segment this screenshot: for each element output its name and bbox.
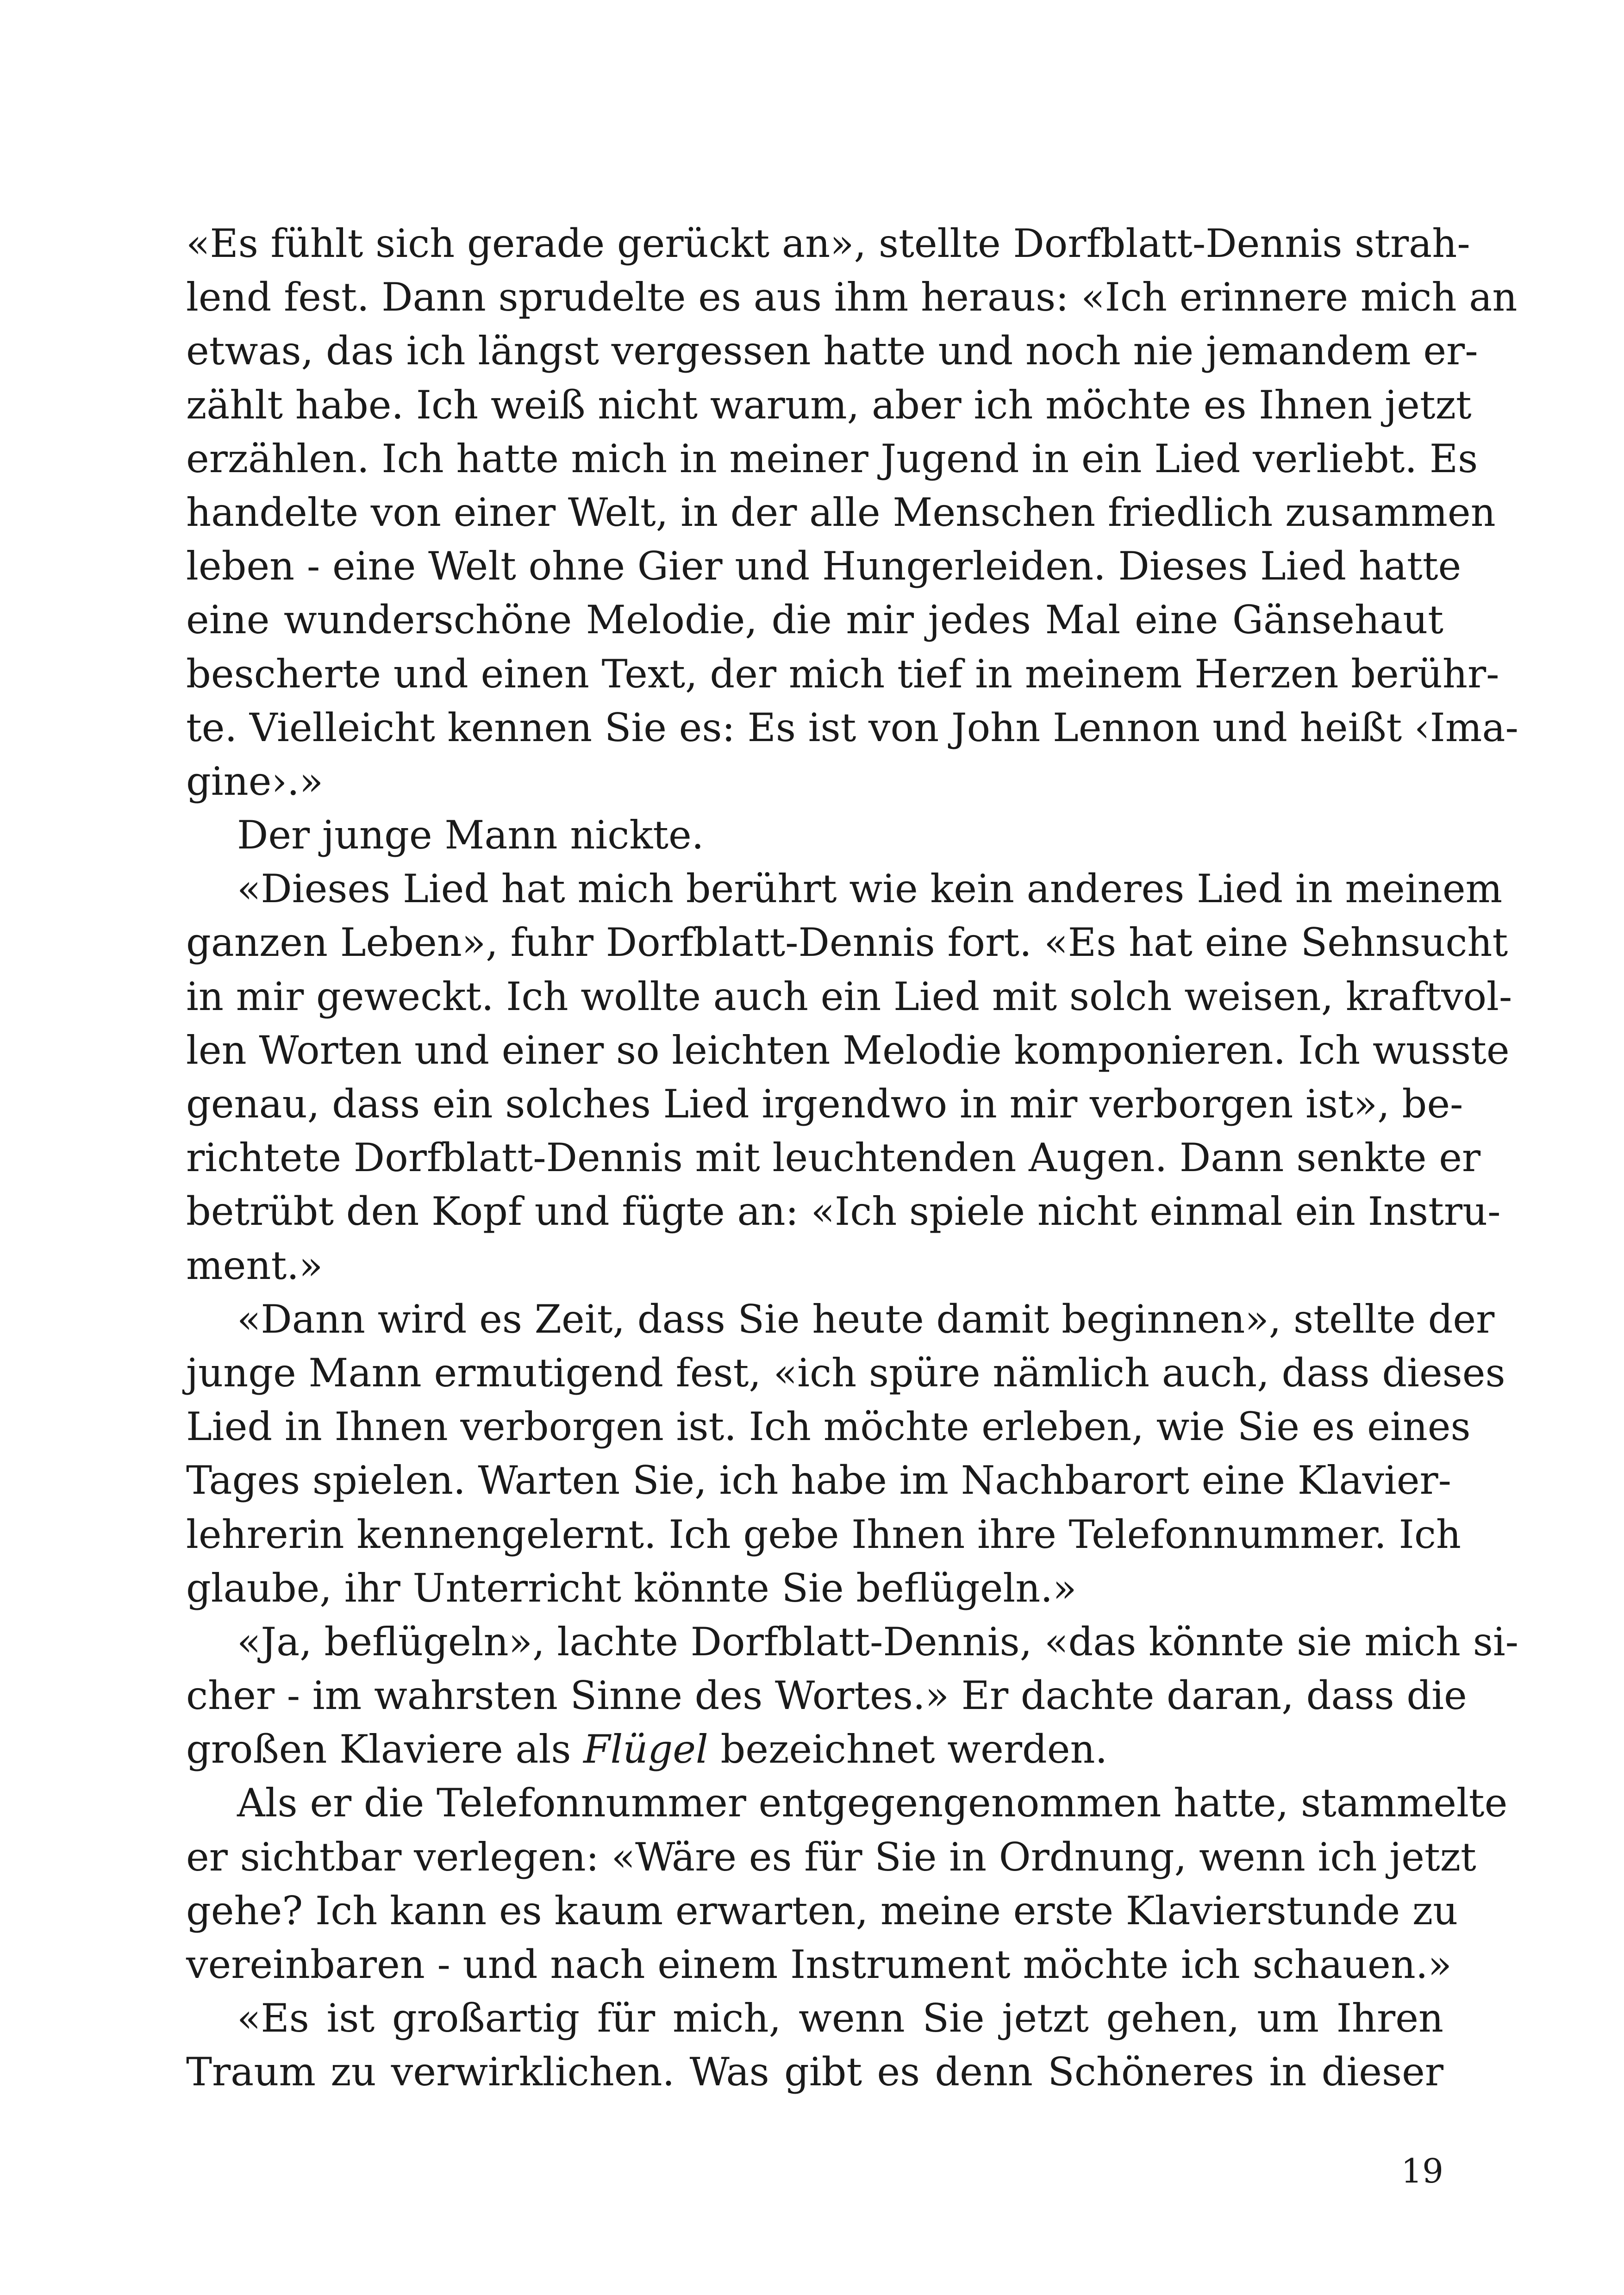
text-line: betrübt den Kopf und fügte an: «Ich spiele nicht einmal ein Instru- (186, 1189, 1501, 1235)
text-line: Als er die Telefonnummer entgegengenommen hatte, stammelte (237, 1780, 1508, 1826)
text-line: len Worten und einer so leichten Melodie komponieren. Ich wusste (186, 1027, 1510, 1073)
body-text (186, 217, 1519, 2099)
text-line: etwas, das ich längst vergessen hatte und noch nie jemandem er- (186, 328, 1478, 374)
text-line: handelte von einer Welt, in der alle Menschen friedlich zusammen (186, 489, 1496, 535)
paragraph (186, 1615, 1519, 1777)
text-line: erzählen. Ich hatte mich in meiner Jugend in ein Lied verliebt. Es (186, 436, 1478, 481)
paragraph (186, 862, 1512, 1292)
text-line: lend fest. Dann sprudelte es aus ihm heraus: «Ich erinnere mich an (186, 274, 1518, 320)
text-line: «Ja, beflügeln», lachte Dorfblatt-Dennis, «das könnte sie mich si- (237, 1619, 1519, 1665)
text-line: Tages spielen. Warten Sie, ich habe im Nachbarort eine Klavier- (186, 1458, 1452, 1503)
text-line: gehe? Ich kann es kaum erwarten, meine erste Klavierstunde zu (186, 1888, 1458, 1933)
text-line: Traum zu verwirklichen. Was gibt es denn Schöneres in dieser (186, 2049, 1443, 2095)
text-line: junge Mann ermutigend fest, «ich spüre nämlich auch, dass dieses (186, 1350, 1505, 1396)
page-number: 19 (1401, 2152, 1443, 2190)
text-line: zählt habe. Ich weiß nicht warum, aber ich möchte es Ihnen jetzt (186, 382, 1472, 428)
text-line: vereinbaren - und nach einem Instrument möchte ich schauen.» (186, 1942, 1452, 1987)
paragraph (186, 1991, 1443, 2099)
text-line (186, 1722, 1443, 1776)
text-line: ment.» (186, 1242, 323, 1288)
text-line: «Es ist großartig für mich, wenn Sie jetzt gehen, um Ihren (237, 1996, 1443, 2041)
text-fragment: bezeichnet werden. (708, 1727, 1108, 1772)
paragraph (186, 217, 1518, 808)
text-line: eine wunderschöne Melodie, die mir jedes Mal eine Gänsehaut (186, 597, 1443, 643)
text-line: Der junge Mann nickte. (237, 812, 704, 858)
paragraph (186, 1776, 1508, 1991)
text-line: ganzen Leben», fuhr Dorfblatt-Dennis fort. «Es hat eine Sehnsucht (186, 920, 1508, 966)
text-line: bescherte und einen Text, der mich tief in meinem Herzen berühr- (186, 651, 1499, 697)
text-line: gine›.» (186, 758, 324, 804)
text-line: te. Vielleicht kennen Sie es: Es ist von John Lennon und heißt ‹Ima- (186, 705, 1518, 750)
text-line: Lied in Ihnen verborgen ist. Ich möchte erleben, wie Sie es eines (186, 1404, 1471, 1450)
paragraph (186, 1292, 1505, 1615)
text-fragment: großen Klaviere als (186, 1727, 584, 1772)
text-line: «Dieses Lied hat mich berührt wie kein anderes Lied in meinem (237, 866, 1503, 912)
text-line: leben - eine Welt ohne Gier und Hungerleiden. Dieses Lied hatte (186, 543, 1462, 589)
text-line: «Dann wird es Zeit, dass Sie heute damit beginnen», stellte der (237, 1296, 1495, 1342)
text-line: richtete Dorfblatt-Dennis mit leuchtenden Augen. Dann senkte er (186, 1135, 1481, 1181)
italic-word: Flügel (583, 1727, 708, 1772)
paragraph (186, 808, 1443, 862)
text-line: er sichtbar verlegen: «Wäre es für Sie in Ordnung, wenn ich jetzt (186, 1834, 1476, 1880)
text-line: «Es fühlt sich gerade gerückt an», stellte Dorfblatt-Dennis strah- (186, 221, 1470, 266)
text-line: glaube, ihr Unterricht könnte Sie beflügeln.» (186, 1565, 1077, 1611)
text-line: cher - im wahrsten Sinne des Wortes.» Er dachte daran, dass die (186, 1673, 1467, 1719)
text-line: in mir geweckt. Ich wollte auch ein Lied mit solch weisen, kraftvol- (186, 973, 1512, 1019)
text-line: genau, dass ein solches Lied irgendwo in mir verborgen ist», be- (186, 1081, 1463, 1127)
text-line: lehrerin kennengelernt. Ich gebe Ihnen ihre Telefonnummer. Ich (186, 1511, 1461, 1557)
